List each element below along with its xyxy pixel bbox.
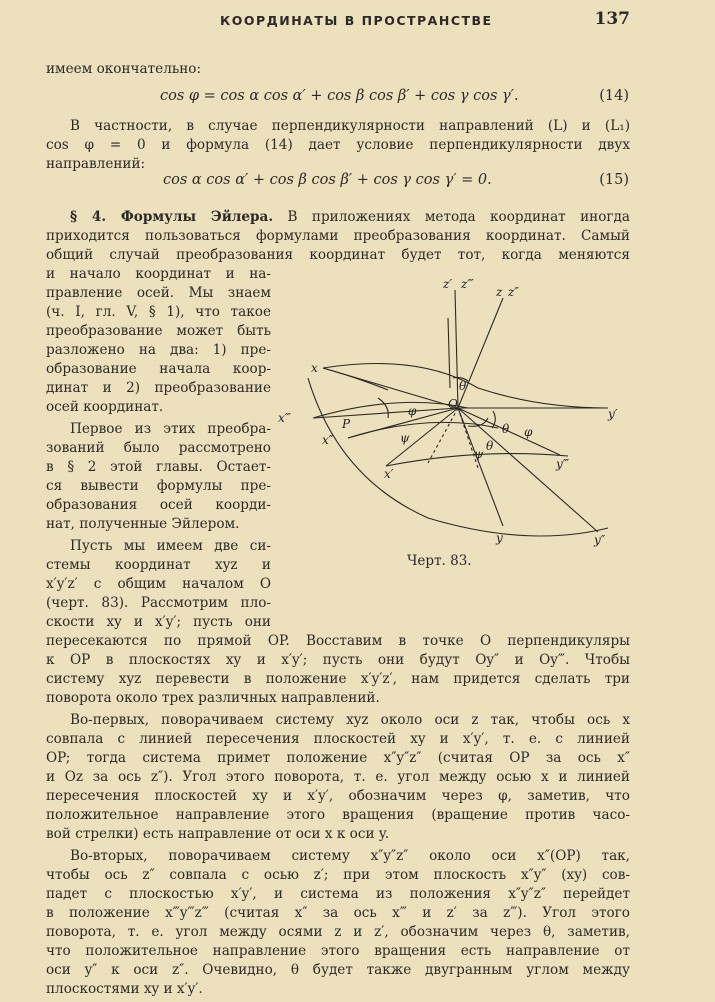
text-line: общий случай преобразования координат будет тот, когда меняются — [46, 247, 630, 263]
label-x-triple: x‴ — [278, 411, 292, 425]
text-line: плоскостями xy и x′y′. — [46, 981, 203, 997]
header-title: КООРДИНАТЫ В ПРОСТРАНСТВЕ — [220, 13, 493, 28]
text-line: В частности, в случае перпендикулярности направлений (L) и (L₁) — [70, 118, 630, 134]
angle-mark — [378, 398, 388, 418]
text-line: осей координат. — [46, 399, 164, 415]
text-line: оси y″ к оси z″. Очевидно, θ будет также двугранным углом между — [46, 962, 630, 978]
text-line: систему xyz перевести в положение x′y′z′, нам придется сделать три — [46, 671, 630, 687]
label-phi-2: φ — [524, 425, 533, 439]
text-line: приходится пользоваться формулами преобразования координат. Самый — [46, 228, 630, 244]
text-line: поворота, т. е. угол между осями z и z′, обозначим через θ, заметив, — [46, 924, 630, 940]
text-line: положительное направление этого вращения (вращение против часо- — [46, 807, 630, 823]
line-x — [323, 368, 458, 408]
text-line: x′y′z′ с общим началом O — [46, 576, 271, 592]
formula-15: cos α cos α′ + cos β cos β′ + cos γ cos γ′ = 0. — [163, 172, 492, 188]
text-line: правление осей. Мы знаем — [46, 285, 271, 301]
text-line: (ч. I, гл. V, § 1), что такое — [46, 304, 271, 320]
text-line: к OP в плоскостях xy и x′y′; пусть они будут Oy″ и Oy‴. Чтобы — [46, 652, 630, 668]
label-x-prime: x′ — [384, 467, 394, 481]
label-y: y — [496, 531, 503, 545]
text-line: Пусть мы имеем две си- — [70, 538, 271, 554]
line-z-triple — [448, 318, 450, 388]
text-line: зований было рассмотрено — [46, 440, 271, 456]
text-line: стемы координат xyz и — [46, 557, 271, 573]
text-line: OP; тогда система примет положение x″y″z″ (считая OP за ось x″ — [46, 750, 630, 766]
line-x-triple — [314, 408, 458, 418]
label-psi-2: ψ — [474, 447, 484, 461]
text-line: пересекаются по прямой OP. Восставим в точке O перпендикуляры — [46, 633, 630, 649]
label-phi: φ — [408, 404, 417, 418]
section-title: § 4. Формулы Эйлера. — [70, 209, 274, 225]
equation-number-15: (15) — [599, 172, 629, 188]
text-line: Во-вторых, поворачиваем систему x″y″z″ около оси x″(OP) так, — [70, 848, 630, 864]
text-line: поворота около трех различных направлений. — [46, 690, 380, 706]
text-line: (черт. 83). Рассмотрим пло- — [46, 595, 271, 611]
label-theta-3: θ — [486, 439, 494, 453]
text-line: чтобы ось z″ совпала с осью z′; при этом плоскость x″y″ (xy) сов- — [46, 867, 630, 883]
equation-number-14: (14) — [599, 88, 629, 104]
text-line: cos φ = 0 и формула (14) дает условие перпендикулярности двух — [46, 137, 630, 153]
text-line: и Oz за ось z″). Угол этого поворота, т. е. угол между осью x и линией — [46, 769, 630, 785]
text-line: разложено на два: 1) пре- — [46, 342, 271, 358]
text-line: совпала с линией пересечения плоскостей xy и x′y′, т. е. с линией — [46, 731, 630, 747]
text-line: образования осей коорди- — [46, 497, 271, 513]
arc-x-triple — [313, 402, 468, 418]
label-x-double: x″ — [322, 433, 334, 447]
label-y-double: y″ — [594, 533, 606, 547]
figure-83 — [278, 278, 630, 568]
text-line: Первое из этих преобра- — [70, 421, 271, 437]
text-line: падет с плоскостью x′y′, и система из положения x″y″z″ перейдет — [46, 886, 630, 902]
text-line: имеем окончательно: — [46, 61, 202, 77]
running-header — [220, 9, 630, 29]
label-O: O — [448, 397, 458, 411]
label-psi: ψ — [400, 431, 410, 445]
text-fragment: В приложениях метода координат иногда — [287, 209, 630, 225]
section-heading-line — [70, 208, 630, 227]
label-z-double: z″ — [508, 285, 519, 299]
text-line: ся вывести формулы пре- — [46, 478, 271, 494]
text-line: Во-первых, поворачиваем систему xyz около оси z так, чтобы ось x — [70, 712, 630, 728]
formula-14: cos φ = cos α cos α′ + cos β cos β′ + cos γ cos γ′. — [160, 88, 519, 104]
dashed-line — [428, 408, 458, 463]
label-theta: θ — [459, 379, 467, 393]
text-line: направлений: — [46, 156, 146, 172]
text-line: нат, полученные Эйлером. — [46, 516, 240, 532]
text-line: и начало координат и на- — [46, 266, 271, 282]
figure-caption: Черт. 83. — [407, 553, 472, 569]
label-z: z — [496, 285, 503, 299]
text-line: вой стрелки) есть направление от оси x к оси y. — [46, 826, 390, 842]
text-line: в § 2 этой главы. Остает- — [46, 459, 271, 475]
text-line: пересечения плоскостей xy и x′y′, обозначим через φ, заметив, что — [46, 788, 630, 804]
label-y-triple: y‴ — [556, 457, 570, 471]
label-P: P — [342, 417, 351, 431]
line-z-prime — [455, 290, 458, 408]
label-x: x — [311, 361, 318, 375]
text-line: что положительное направление этого вращения есть направление от — [46, 943, 630, 959]
label-theta-2: θ — [502, 422, 510, 436]
text-line: преобразование может быть — [46, 323, 271, 339]
text-line: в положение x‴y‴z‴ (считая x″ за ось x‴ и z′ за z‴). Угол этого — [46, 905, 630, 921]
page-number: 137 — [594, 9, 630, 29]
label-y-prime: y′ — [608, 407, 618, 421]
label-z-prime: z′ — [443, 278, 453, 291]
text-line: образование начала коор- — [46, 361, 271, 377]
text-line: динат и 2) преобразование — [46, 380, 271, 396]
label-z-triple: z‴ — [461, 278, 474, 291]
text-line: скости xy и x′y′; пусть они — [46, 614, 271, 630]
